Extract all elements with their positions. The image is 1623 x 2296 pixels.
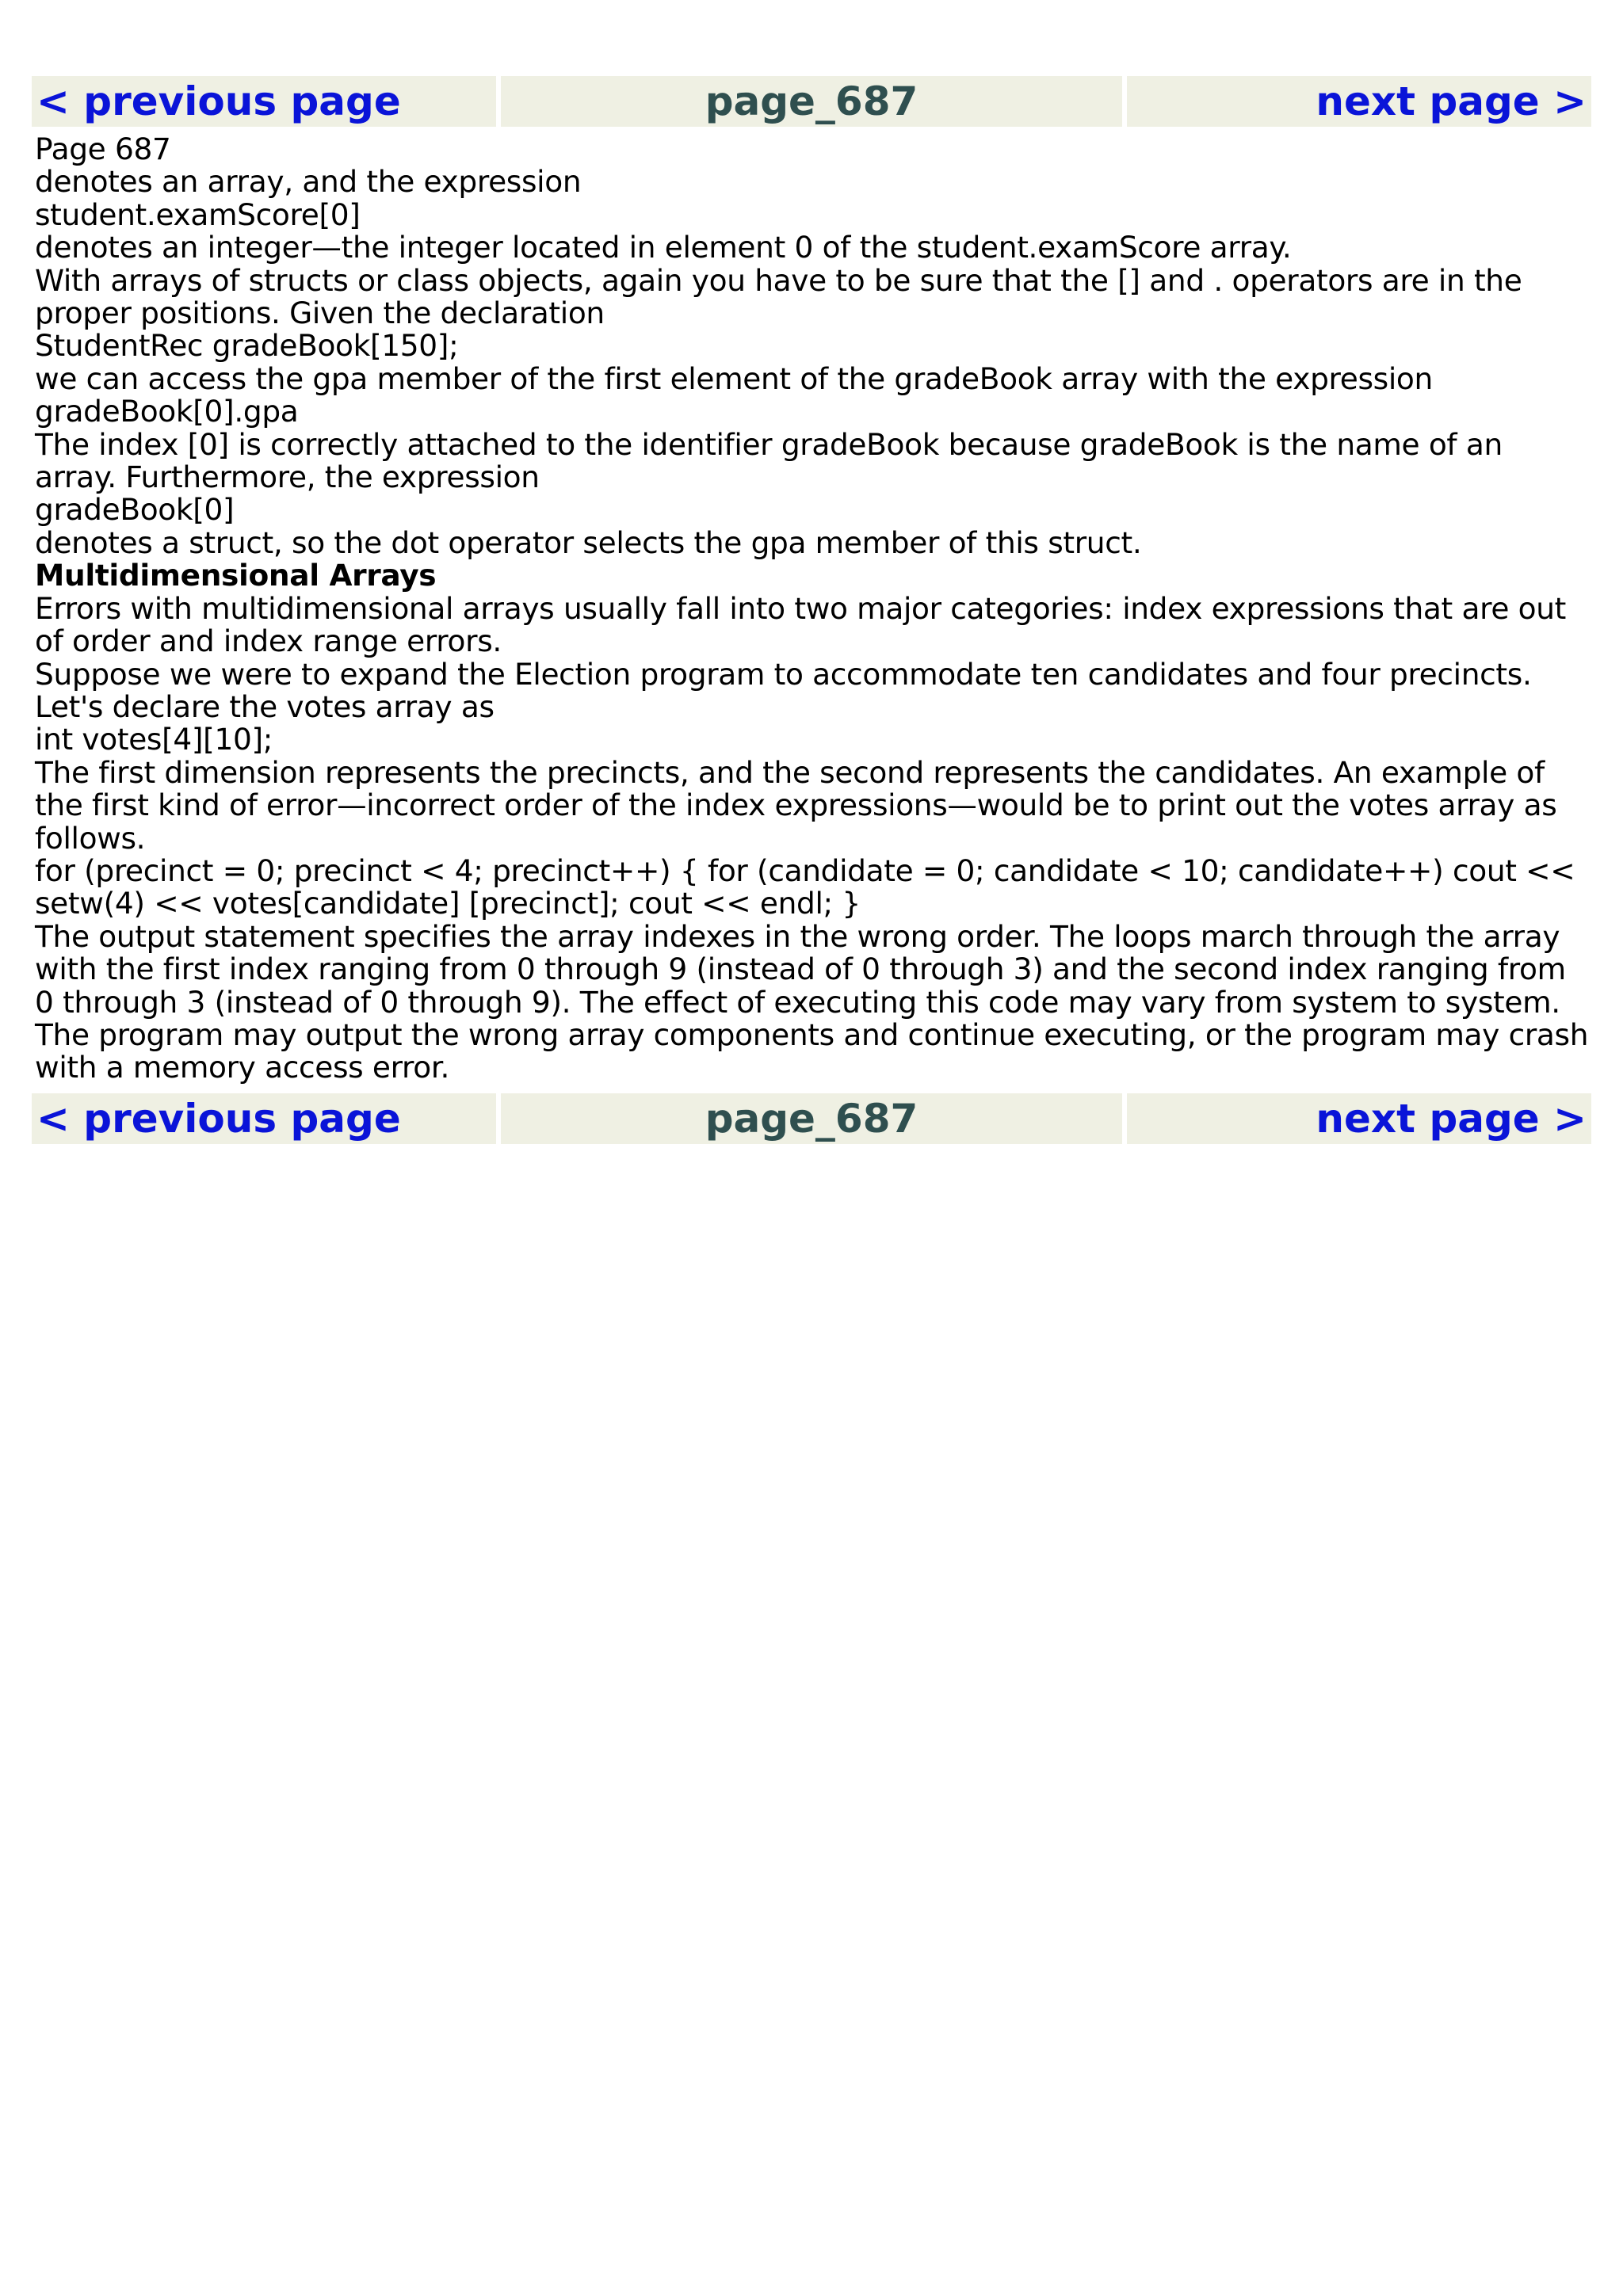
previous-page-cell [32,76,496,127]
next-page-link[interactable]: next page > [1316,78,1587,124]
top-navigation-bar [32,76,1591,127]
page-label-cell [501,76,1122,127]
code-line: int votes[4][10]; [35,722,273,757]
page-number: Page 687 [35,132,171,166]
page-content [35,133,1593,1085]
next-page-cell [1127,1093,1591,1144]
code-line: StudentRec gradeBook[150]; [35,328,459,364]
paragraph: denotes an array, and the expression [35,164,582,200]
paragraph: Suppose we were to expand the Election program to accommodate ten candidates and four precincts. Let's declare the votes array as [35,656,1532,724]
section-heading: Multidimensional Arrays [35,558,437,593]
paragraph: Errors with multidimensional arrays usually fall into two major categories: index expressions that are out of order and index range errors. [35,590,1566,659]
code-line: gradeBook[0] [35,492,235,528]
code-block: for (precinct = 0; precinct < 4; precinct++) { for (candidate = 0; candidate < 10; candidate++) cout << setw(4) << votes[candidate] [precinct]; cout << endl; } [35,852,1575,921]
previous-page-link[interactable]: < previous page [36,1096,401,1142]
next-page-link[interactable]: next page > [1316,1096,1587,1142]
paragraph: The output statement specifies the array indexes in the wrong order. The loops march through the array with the first index ranging from 0 through 9 (instead of 0 through 3) and the second index ranging from 0 through 3 (instead of 0 through 9). The effect of executing this code may vary from system to system. The program may output the wrong array components and continue executing, or the program may crash with a memory access error. [35,918,1589,1085]
code-line: student.examScore[0] [35,196,361,232]
page-label-cell [501,1093,1122,1144]
code-line: gradeBook[0].gpa [35,394,299,429]
next-page-cell [1127,76,1591,127]
paragraph: With arrays of structs or class objects, again you have to be sure that the [] and . operators are in the proper positions. Given the declaration [35,262,1522,331]
paragraph: The index [0] is correctly attached to the identifier gradeBook because gradeBook is the name of an array. Furthermore, the expression [35,426,1503,495]
paragraph: denotes an integer—the integer located in element 0 of the student.examScore array. [35,230,1292,265]
page-label: page_687 [705,1096,918,1142]
paragraph: denotes a struct, so the dot operator selects the gpa member of this struct. [35,524,1142,560]
paragraph: The first dimension represents the precincts, and the second represents the candidates. An example of the first kind of error—incorrect order of the index expressions—would be to print out the votes array as follows. [35,754,1557,856]
previous-page-cell [32,1093,496,1144]
page-label: page_687 [705,78,918,124]
bottom-navigation-bar [32,1093,1591,1144]
paragraph: we can access the gpa member of the first element of the gradeBook array with the expression [35,360,1433,396]
previous-page-link[interactable]: < previous page [36,78,401,124]
